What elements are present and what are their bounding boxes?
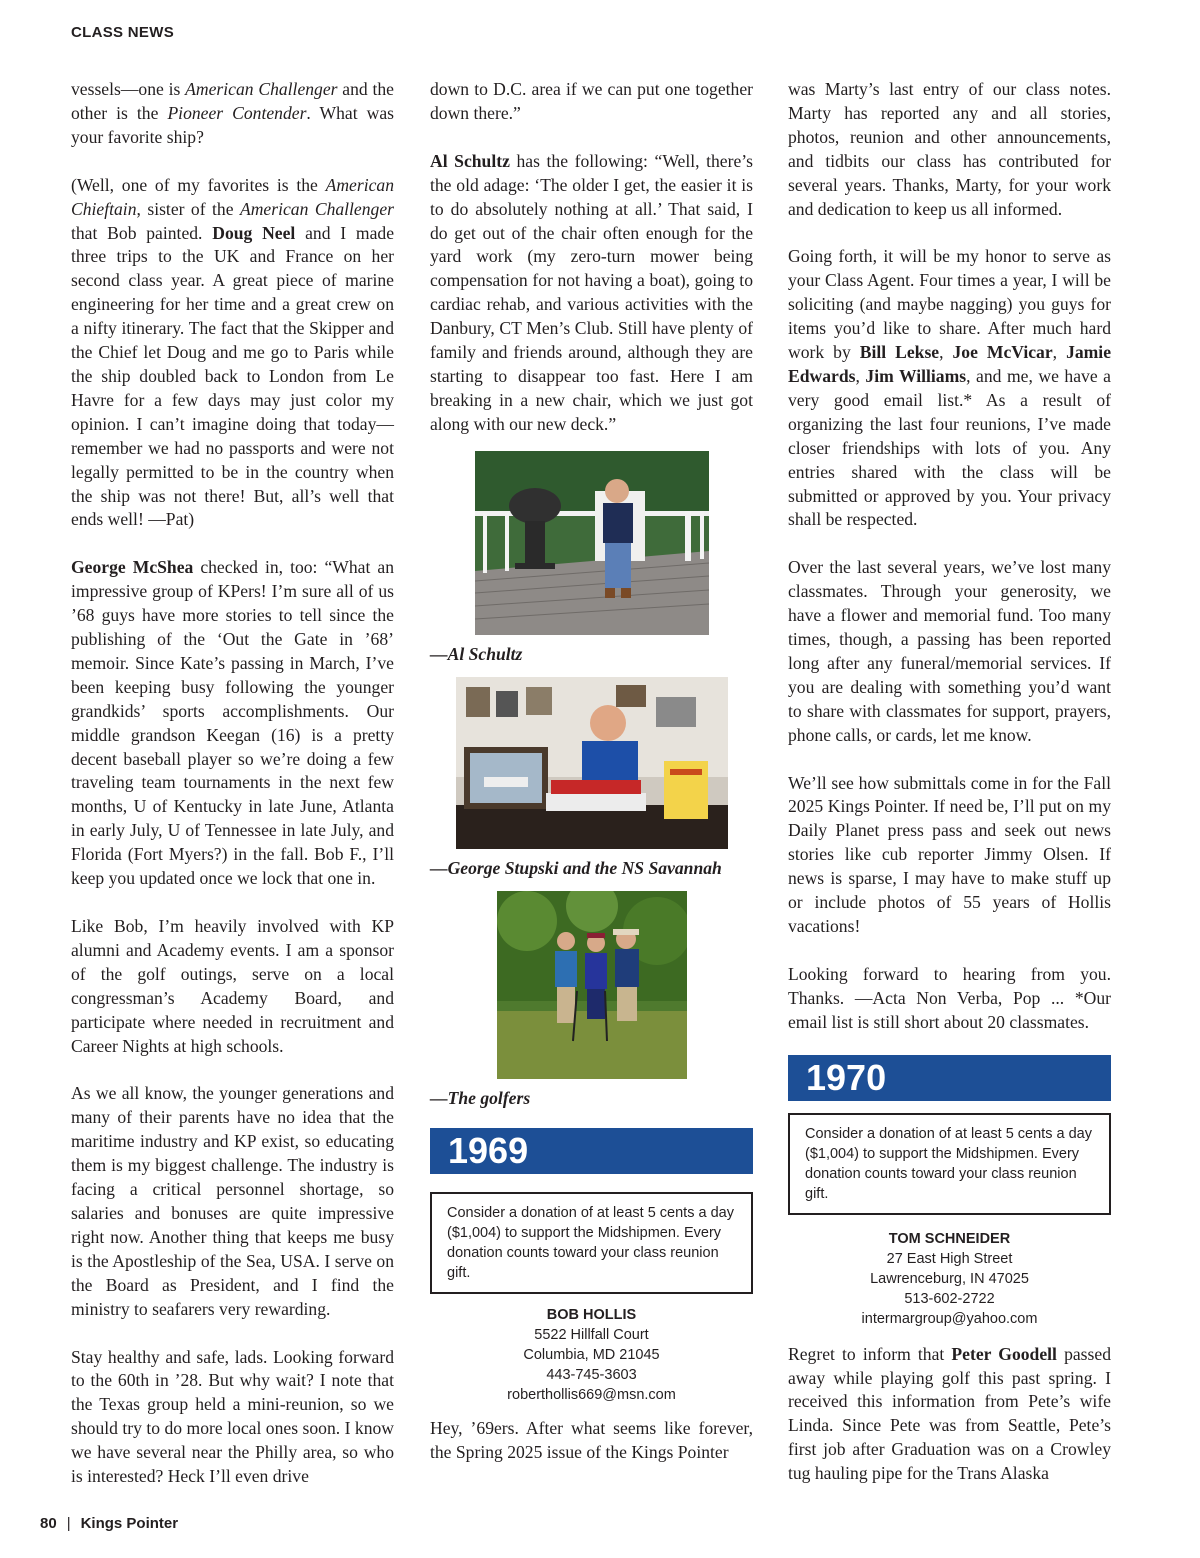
class-agent-name: TOM SCHNEIDER <box>888 1230 1011 1247</box>
name-bill-lekse: Bill Lekse <box>859 342 940 363</box>
name-jim-williams: Jim Williams <box>865 365 967 386</box>
class-agent-email[interactable]: intermargroup@yahoo.com <box>861 1310 1038 1327</box>
col2-paragraph-3: Hey, ’69ers. After what seems like forever, the Spring 2025 issue of the Kings Pointer <box>430 1418 753 1463</box>
name-al-schultz: Al Schultz <box>430 150 510 171</box>
class-agent-phone: 513-602-2722 <box>904 1290 995 1307</box>
class-agent-email[interactable]: roberthollis669@msn.com <box>507 1387 676 1404</box>
col3-paragraph-1: was Marty’s last entry of our class notes. Marty has reported any and all stories, photos, reunion and other announcements, and tidbits our class has contributed for several years. Thanks, Marty, for your work and dedication to keep us all informed. <box>788 79 1111 219</box>
col1-paragraph-3: George McShea checked in, too: “What an impressive group of KPers! I’m sure all of us ’68 guys have more stories to tell since the publishing of the ‘Out the Gate in ’68’ memoir. Since Kate’s passing in March, I’ve been keeping busy following the younger grandkids’ sports accomplishments. Our middle grandson Keegan (16) is a pretty decent baseball player so we’re doing a few traveling team tournaments in the next few months, U of Kentucky in late June, Atlanta in early July, U of Tennessee in late July, and Florida (Fort Myers?) in the fall. Bob F., I’ll keep you updated once we lock that one in. <box>71 557 394 889</box>
publication-name: Kings Pointer <box>80 1515 179 1532</box>
class-agent-city: Columbia, MD 21045 <box>523 1347 660 1364</box>
donation-box-1969: Consider a donation of at least 5 cents a day ($1,004) to support the Midshipmen. Every donation counts toward your class reunion gift. <box>430 1192 753 1294</box>
section-header: CLASS NEWS <box>71 24 175 41</box>
class-agent-street: 27 East High Street <box>886 1250 1013 1267</box>
class-agent-contact-1970 <box>788 1229 1111 1329</box>
name-joe-mcvicar: Joe McVicar <box>952 342 1053 363</box>
col3-paragraph-4: We’ll see how submittals come in for the Fall 2025 Kings Pointer. If need be, I’ll put on my Daily Planet press pass and seek out news stories like cub reporter Jimmy Olsen. If news is sparse, I may have to make stuff up or include photos of 55 years of Hollis vacations! <box>788 772 1111 936</box>
al-schultz-photo <box>475 451 709 635</box>
name-george-mcshea: George McShea <box>71 557 194 578</box>
photo-caption-golfers: —The golfers <box>430 1087 531 1108</box>
col3-paragraph-2: Going forth, it will be my honor to serve as your Class Agent. Four times a year, I will be soliciting (and maybe nagging) you guys for items you’d like to share. After much hard work by Bill Lekse, Joe McVicar, Jamie Edwards, Jim Williams, and me, we have a very good email list.* As a result of organizing the last four reunions, I’ve made closer friendships with lots of you. Any entries shared with the class will be submitted or approved by you. Your privacy shall be respected. <box>788 246 1112 530</box>
col3-paragraph-5: Looking forward to hearing from you. Thanks. —Acta Non Verba, Pop ... *Our email list is still short about 20 classmates. <box>788 963 1111 1032</box>
page-number: 80 <box>40 1515 57 1532</box>
donation-box-1970: Consider a donation of at least 5 cents a day ($1,004) to support the Midshipmen. Every donation counts toward your class reunion gift. <box>788 1113 1111 1215</box>
column-1 <box>71 78 394 1489</box>
golfers-photo <box>497 891 687 1079</box>
page-footer <box>40 1515 178 1532</box>
col2-paragraph-2: Al Schultz has the following: “Well, there’s the old adage: ‘The older I get, the easier it is to do absolutely nothing at all.’ That said, I do get out of the chair often enough for the yard work (my zero-turn mower being compensation for not having a boat), going to cardiac rehab, and various activities with the Danbury, CT Men’s Club. Still have plenty of family and friends around, although they are starting to disappear too fast. Here I am breaking in a new chair, which we just got along with our new deck.” <box>430 150 753 434</box>
footer-separator: | <box>66 1515 71 1532</box>
col3-paragraph-3: Over the last several years, we’ve lost many classmates. Through your generosity, we have a flower and memorial fund. Too many times, though, a passing has been reported long after any funeral/memorial services. If you are dealing with something you’d want to share with classmates for support, prayers, phone calls, or cards, let me know. <box>788 557 1111 745</box>
col3-paragraph-6: Regret to inform that Peter Goodell passed away while playing golf this past spring. I received this information from Pete’s wife Linda. Since Pete was from Seattle, Pete’s first job after Graduation was on a Crowley tug hauling pipe for the Trans Alaska <box>788 1343 1111 1484</box>
col1-paragraph-6: Stay healthy and safe, lads. Looking forward to the 60th in ’28. But why wait? I note that the Texas group held a mini-reunion, so we should try to do more local ones soon. I know we have several near the Philly area, so who is interested? Heck I’ll even drive <box>71 1346 394 1487</box>
col1-paragraph-4: Like Bob, I’m heavily involved with KP alumni and Academy events. I am a sponsor of the golf outings, serve on a local congressman’s Academy Board, and participate where needed in recruitment and Career Nights at high schools. <box>71 916 394 1056</box>
class-agent-phone: 443-745-3603 <box>546 1367 637 1384</box>
class-agent-contact-1969 <box>430 1305 753 1405</box>
photo-caption-al-schultz: —Al Schultz <box>430 643 523 664</box>
col1-paragraph-2: (Well, one of my favorites is the American Chieftain, sister of the American Challenger that Bob painted. Doug Neel and I made three trips to the UK and France on her second class year. A great piece of marine engineering for her time and a great crew on a nifty itinerary. The fact that the Skipper and the Chief let Doug and me go to Paris while the ship doubled back to London from Le Havre for a few days may just color my opinion. I can’t imagine doing that today—remember we had no passports and were not legally permitted to be in the country when the ship was not there! But, all’s well that ends well! —Pat) <box>71 174 395 530</box>
class-year-header-1970: 1970 <box>788 1055 1111 1101</box>
class-agent-city: Lawrenceburg, IN 47025 <box>870 1270 1029 1287</box>
class-year-header-1969: 1969 <box>430 1128 753 1174</box>
col1-paragraph-1: vessels—one is American Challenger and the other is the Pioneer Contender. What was your favorite ship? <box>71 79 394 147</box>
name-peter-goodell: Peter Goodell <box>951 1343 1057 1364</box>
class-agent-street: 5522 Hillfall Court <box>534 1327 649 1344</box>
class-agent-name: BOB HOLLIS <box>546 1307 637 1324</box>
col1-paragraph-5: As we all know, the younger generations and many of their parents have no idea that the maritime industry and KP exist, so educating them is my biggest challenge. The industry is facing a critical personnel shortage, so salaries and bonuses are quite impressive right now. Another thing that keeps me busy is the Apostleship of the Sea, USA. I serve on the Board as President, and I find the ministry to seafarers very rewarding. <box>71 1083 394 1319</box>
col2-paragraph-1: down to D.C. area if we can put one together down there.” <box>430 79 753 123</box>
george-stupski-photo <box>456 677 728 849</box>
column-2 <box>430 78 753 1465</box>
name-jamie-edwards: Jamie Edwards <box>788 342 1112 386</box>
column-3 <box>788 78 1111 1486</box>
photo-caption-george-stupski: —George Stupski and the NS Savannah <box>430 857 722 878</box>
